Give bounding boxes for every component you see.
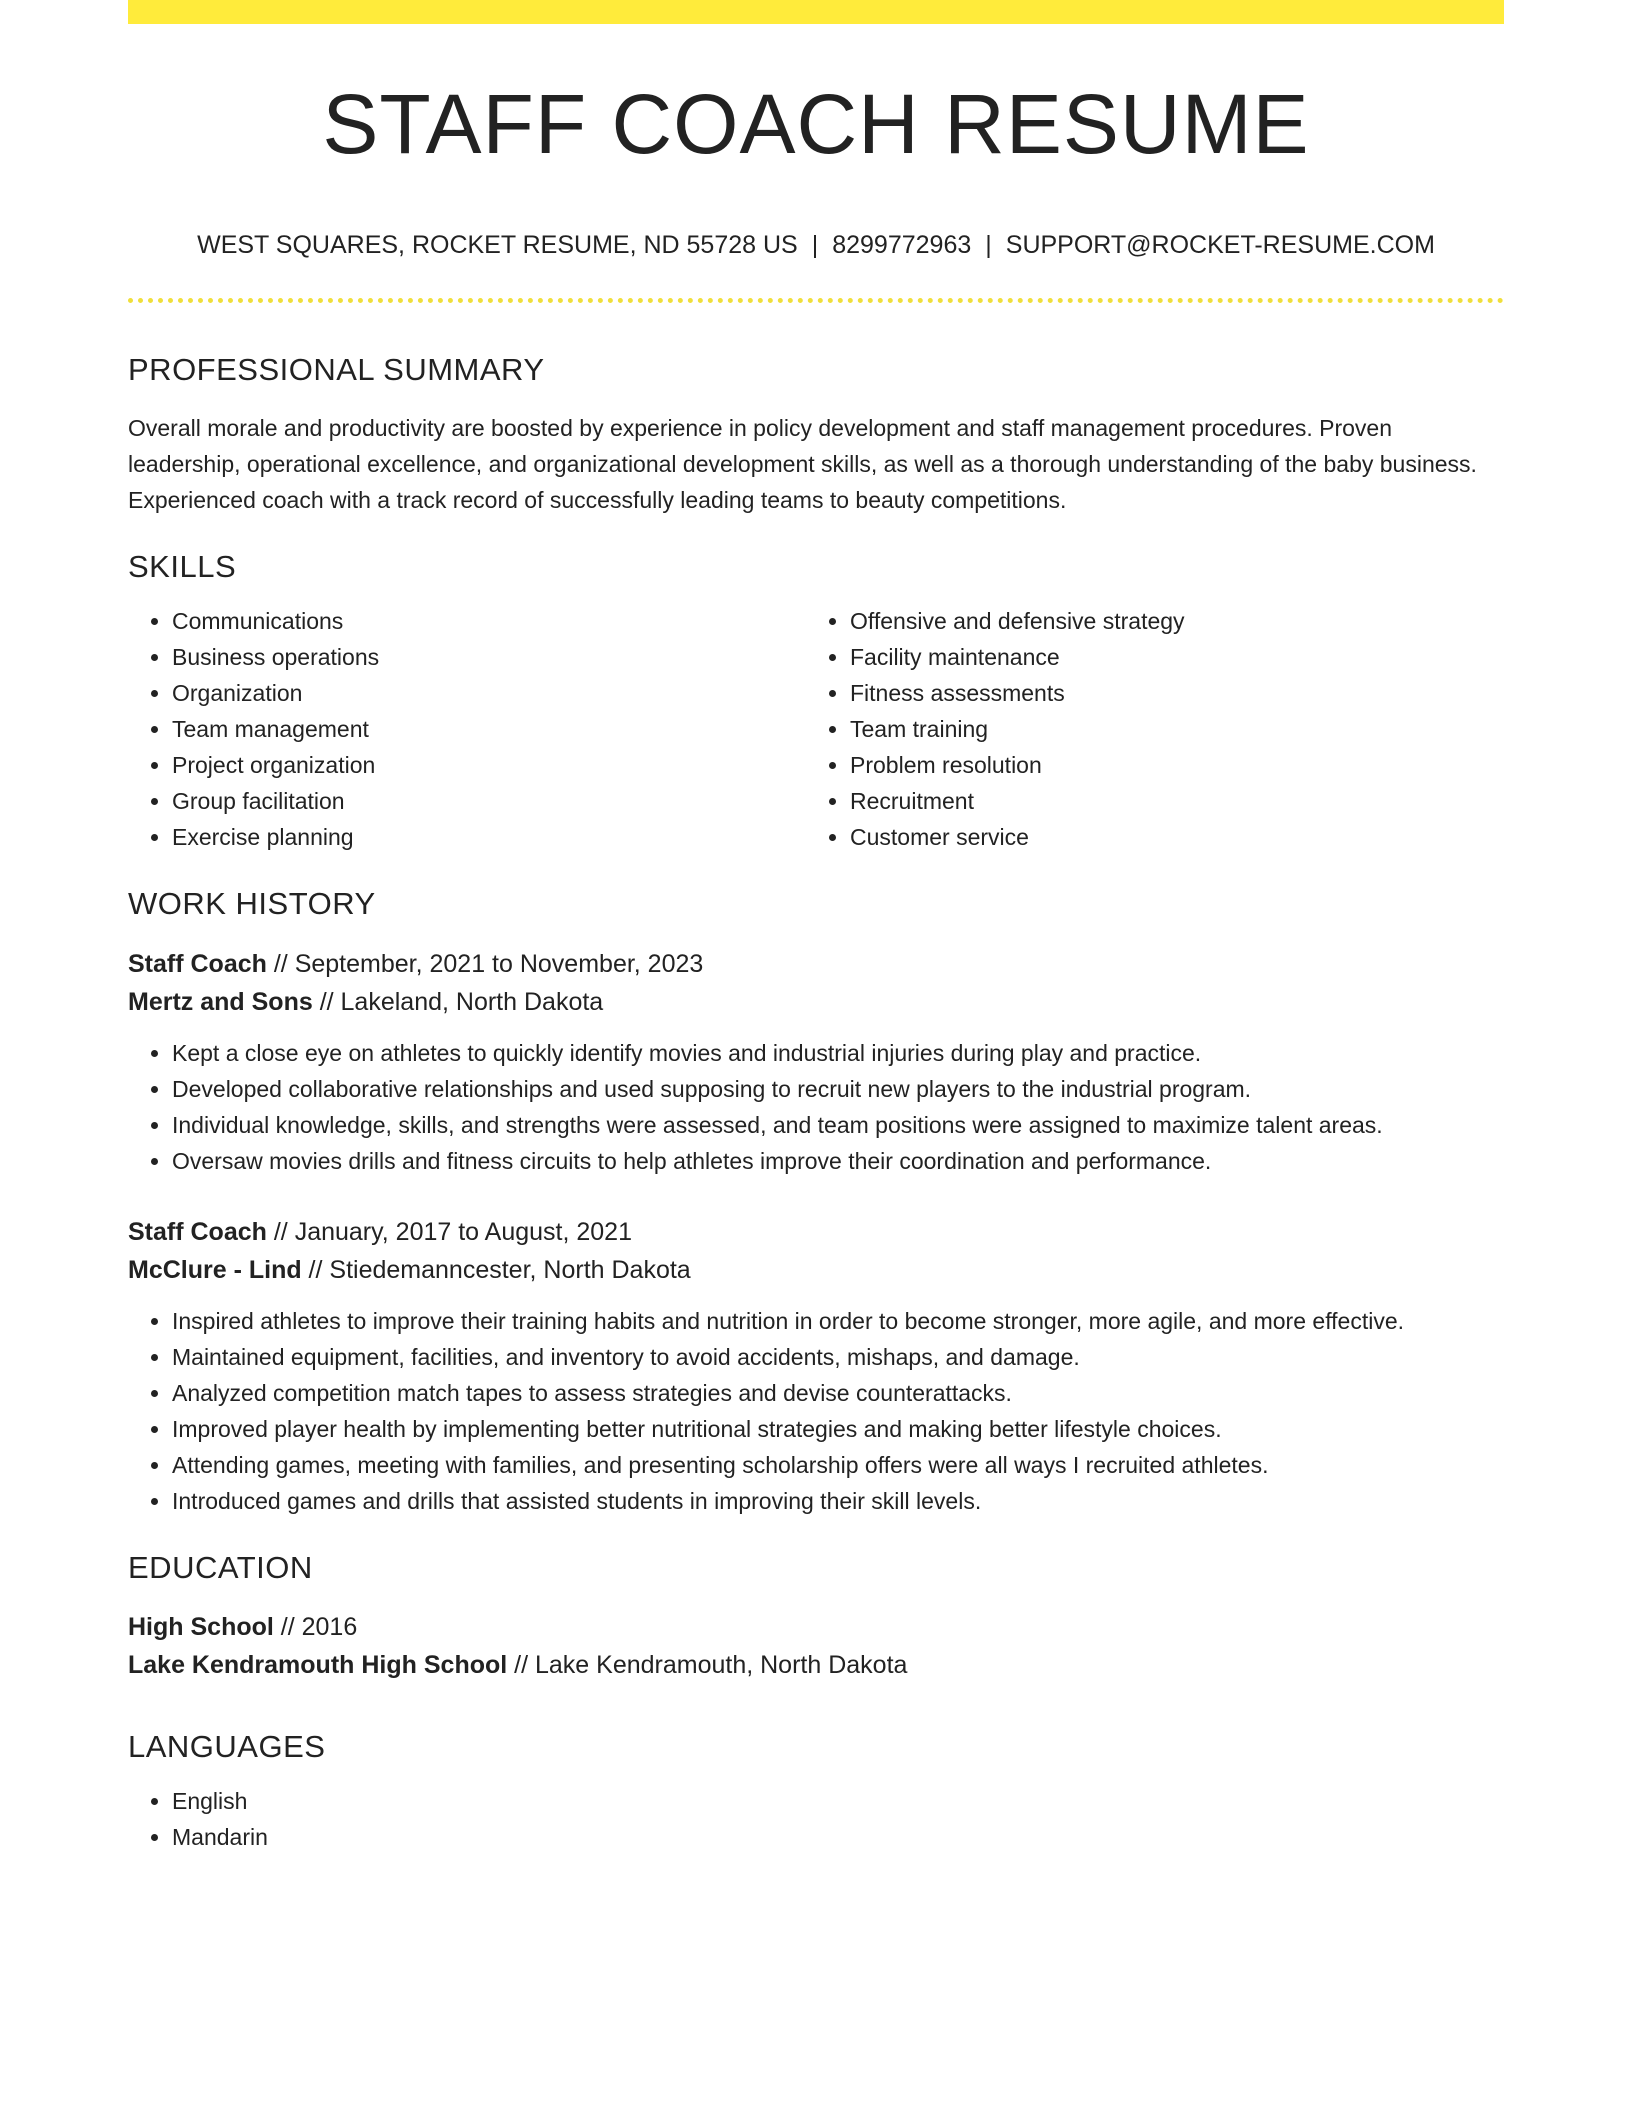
skill-item: • Offensive and defensive strategy — [850, 603, 1484, 639]
job-location: // Lakeland, North Dakota — [312, 987, 604, 1016]
summary-heading: PROFESSIONAL SUMMARY — [128, 352, 545, 387]
education-heading: EDUCATION — [128, 1549, 313, 1585]
separator: | — [811, 231, 819, 259]
job-bullet: • Improved player health by implementing better nutritional strategies and making better lifestyle choices. — [172, 1411, 1504, 1447]
job-bullet: • Maintained equipment, facilities, and inventory to avoid accidents, mishaps, and damage. — [172, 1339, 1504, 1375]
skill-item: • Problem resolution — [850, 747, 1484, 783]
job-dates: // September, 2021 to November, 2023 — [266, 949, 704, 978]
dotted-divider — [128, 298, 1504, 303]
contact-line — [128, 230, 1504, 260]
accent-bar — [128, 0, 1504, 24]
skill-item: • Communications — [172, 603, 806, 639]
education-school-line — [128, 1646, 1504, 1684]
education-school: Lake Kendramouth High School — [128, 1650, 508, 1679]
skill-item: • Recruitment — [850, 783, 1484, 819]
skill-item: • Facility maintenance — [850, 639, 1484, 675]
education-degree-line — [128, 1608, 1504, 1646]
languages-list — [128, 1783, 1504, 1855]
education-entry — [128, 1608, 1504, 1684]
job-company-line — [128, 983, 1504, 1021]
skill-item: • Exercise planning — [172, 819, 806, 855]
job-role-line — [128, 945, 1504, 983]
phone: 8299772963 — [832, 231, 972, 259]
skill-item: • Business operations — [172, 639, 806, 675]
job-entry — [128, 1213, 1504, 1519]
skill-item: • Team management — [172, 711, 806, 747]
education-year: // 2016 — [273, 1612, 358, 1641]
skills-column-right — [806, 603, 1484, 855]
job-bullet: • Individual knowledge, skills, and strengths were assessed, and team positions were assigned to maximize talent areas. — [172, 1107, 1504, 1143]
skill-item: • Team training — [850, 711, 1484, 747]
skill-item: • Project organization — [172, 747, 806, 783]
education-location: // Lake Kendramouth, North Dakota — [507, 1650, 908, 1679]
education-degree: High School — [128, 1612, 274, 1641]
separator: | — [985, 231, 992, 259]
summary-text: Overall morale and productivity are boosted by experience in policy development and staff management procedures. Proven leadership, operational excellence, and organizational development skills, as well as a thorough understanding of the baby business. Experienced coach with a track record of successfully leading teams to beauty competitions. — [128, 415, 1477, 514]
resume-title: STAFF COACH RESUME — [322, 77, 1310, 171]
job-dates: // January, 2017 to August, 2021 — [266, 1217, 632, 1246]
job-bullet: • Attending games, meeting with families, and presenting scholarship offers were all ways I recruited athletes. — [172, 1447, 1504, 1483]
job-bullet: • Inspired athletes to improve their training habits and nutrition in order to become stronger, more agile, and more effective. — [172, 1303, 1504, 1339]
skills-column-left — [128, 603, 806, 855]
job-company: McClure - Lind — [128, 1255, 302, 1284]
job-bullets — [128, 1303, 1504, 1519]
skills-list — [128, 603, 1504, 855]
skill-item: • Fitness assessments — [850, 675, 1484, 711]
email: SUPPORT@ROCKET-RESUME.COM — [1005, 231, 1435, 259]
skills-heading: SKILLS — [128, 549, 237, 585]
language-item: • English — [172, 1783, 1504, 1819]
job-role-line — [128, 1213, 1504, 1251]
skill-item: • Group facilitation — [172, 783, 806, 819]
job-entry — [128, 945, 1504, 1179]
job-role: Staff Coach — [128, 949, 267, 978]
job-company: Mertz and Sons — [128, 987, 313, 1016]
skill-item: • Organization — [172, 675, 806, 711]
job-bullet: • Developed collaborative relationships and used supposing to recruit new players to the industrial program. — [172, 1071, 1504, 1107]
job-bullets — [128, 1035, 1504, 1179]
resume-page — [128, 0, 1504, 1855]
work-history-heading: WORK HISTORY — [128, 886, 376, 922]
address: WEST SQUARES, ROCKET RESUME, ND 55728 US — [197, 231, 798, 259]
language-item: • Mandarin — [172, 1819, 1504, 1855]
job-bullet: • Analyzed competition match tapes to assess strategies and devise counterattacks. — [172, 1375, 1504, 1411]
job-role: Staff Coach — [128, 1217, 267, 1246]
job-company-line — [128, 1251, 1504, 1289]
job-bullet: • Oversaw movies drills and fitness circuits to help athletes improve their coordination and performance. — [172, 1143, 1504, 1179]
job-bullet: • Kept a close eye on athletes to quickly identify movies and industrial injuries during play and practice. — [172, 1035, 1504, 1071]
job-location: // Stiedemanncester, North Dakota — [301, 1255, 691, 1284]
job-bullet: • Introduced games and drills that assisted students in improving their skill levels. — [172, 1483, 1504, 1519]
languages-heading: LANGUAGES — [128, 1728, 326, 1764]
skill-item: • Customer service — [850, 819, 1484, 855]
